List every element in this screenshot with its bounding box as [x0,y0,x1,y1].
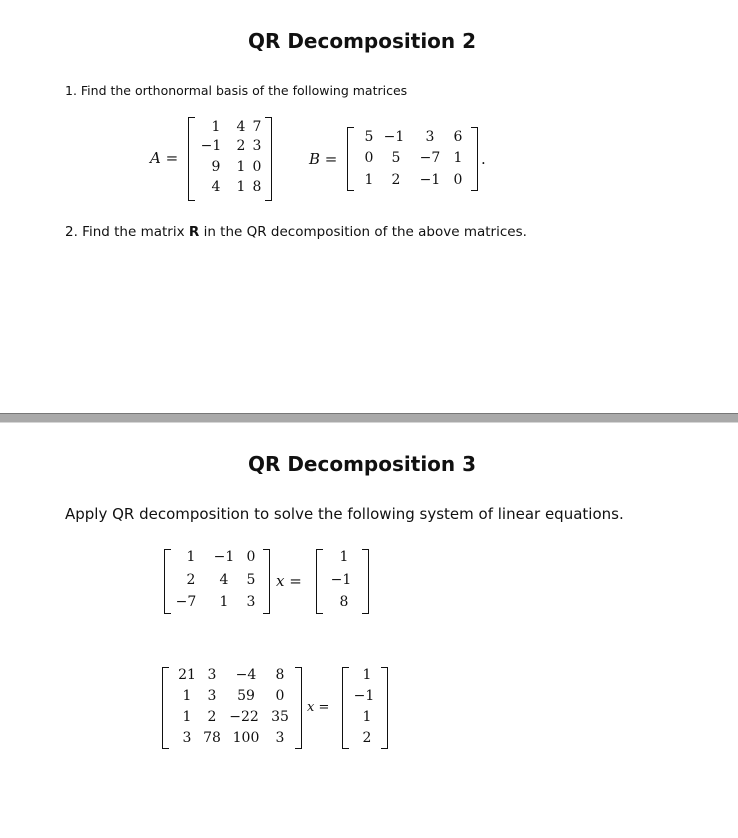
system2-cell: 59 [237,688,255,704]
matrix-a-cell: 9 [211,159,221,175]
matrix-a-cell: 4 [211,179,221,195]
system1-x-equals: x = [276,572,302,590]
matrix-b-cell: 2 [391,172,401,188]
matrix-a-cell: 1 [236,159,246,175]
system1-cell: 1 [186,549,196,565]
system2-cell: −22 [229,709,259,725]
system2-matrix [162,667,302,749]
system2-cell: 3 [207,667,217,683]
question2-text-end: in the QR decomposition of the above matrices. [199,224,527,240]
system1-cell: 1 [219,594,229,610]
system1-cell: 3 [246,594,256,610]
matrix-a-cell: −1 [200,138,222,154]
system2-cell: 3 [182,730,192,746]
system2-rhs-cell: −1 [353,688,375,704]
system2-cell: 8 [275,667,285,683]
system1-cell: 4 [219,572,229,588]
matrix-a-cell: 1 [211,119,221,135]
matrix-b-cell: 1 [453,150,463,166]
matrix-a-cell: 8 [252,179,262,195]
system2-rhs-cell: 1 [362,667,372,683]
system1-rhs-cell: 8 [339,594,349,610]
system2-rhs-vector [342,667,388,749]
section2-instruction: Apply QR decomposition to solve the following system of linear equations. [65,505,624,523]
system2-cell: 0 [275,688,285,704]
matrix-a-cell: 7 [252,119,262,135]
system2-cell: 21 [178,667,196,683]
system2-cell: 35 [271,709,289,725]
system1-cell: 0 [246,549,256,565]
question2-text [65,224,527,240]
matrix-a-label: A = [150,149,179,167]
matrix-b-label: B = [309,150,338,168]
section1-title: QR Decomposition 2 [247,29,477,53]
matrix-b-cell: 1 [364,172,374,188]
matrix-b-cell: 3 [425,129,435,145]
system1-cell: 2 [186,572,196,588]
system2-x-equals: x = [307,700,330,715]
system1-cell: −7 [175,594,197,610]
system2-rhs-cell: 1 [362,709,372,725]
matrix-b-cell: 5 [391,150,401,166]
question2-text-start: 2. Find the matrix [65,224,189,240]
system2-cell: 2 [207,709,217,725]
matrix-b-cell: 0 [364,150,374,166]
system1-cell: 5 [246,572,256,588]
matrix-a-cell: 1 [236,179,246,195]
matrix-b [347,127,478,191]
section-divider [0,413,738,423]
matrix-a-cell: 4 [236,119,246,135]
matrix-b-cell: 5 [364,129,374,145]
matrix-a-cell: 2 [236,138,246,154]
system1-rhs-vector [316,549,369,614]
system2-cell: 3 [207,688,217,704]
matrix-b-cell: 6 [453,129,463,145]
matrix-b-cell: −1 [383,129,405,145]
matrix-b-cell: −7 [419,150,441,166]
system2-cell: −4 [235,667,257,683]
matrix-a-cell: 0 [252,159,262,175]
matrix-b-cell: 0 [453,172,463,188]
system1-cell: −1 [213,549,235,565]
system1-rhs-cell: 1 [339,549,349,565]
section2-title: QR Decomposition 3 [247,452,477,476]
matrix-b-cell: −1 [419,172,441,188]
matrix-b-period: . [481,150,486,168]
matrix-a [188,117,272,201]
system1-matrix [164,549,270,614]
question2-text-bold: R [188,224,200,240]
system2-cell: 3 [275,730,285,746]
system2-rhs-cell: 2 [362,730,372,746]
system1-rhs-cell: −1 [330,572,352,588]
matrix-a-cell: 3 [252,138,262,154]
system2-cell: 1 [182,688,192,704]
question1-text: 1. Find the orthonormal basis of the following matrices [65,83,408,98]
system2-cell: 1 [182,709,192,725]
system2-cell: 78 [203,730,221,746]
system2-cell: 100 [232,730,260,746]
